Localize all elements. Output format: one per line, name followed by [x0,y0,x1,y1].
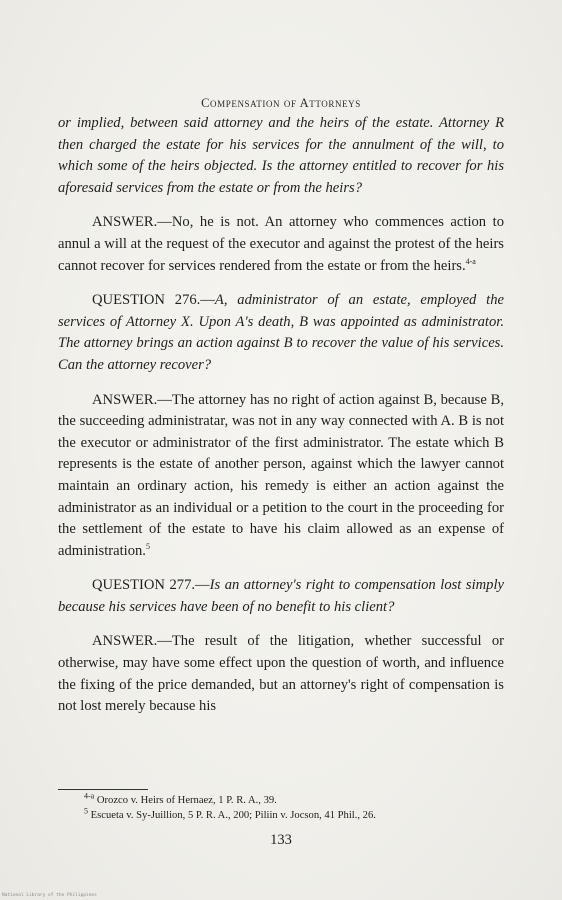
paragraph-answer-3: ANSWER.—The result of the litigation, whether successful or otherwise, may have some effect upon the question of worth, and influence the fixing of the price demanded, but an attorney's right of compensation is not lost merely because his [58,633,504,715]
footnote-4a-mark: 4-a [84,791,95,801]
running-head: Compensation of Attorneys [201,96,361,110]
footnote-4a [84,793,504,808]
footnote-5-text: Escueta v. Sy-Juillion, 5 P. R. A., 200; Piliin v. Jocson, 41 Phil., 26. [90,810,376,821]
paragraph-answer-1 [58,212,504,277]
paragraph-answer-2 [58,390,504,563]
body-text [58,113,504,718]
footnote-divider [58,789,148,790]
page-number: 133 [270,832,292,848]
footnote-5 [84,808,504,823]
question-276-text: A, administrator of an estate, employed the services of Attorney X. Upon A's death, B was appointed as administrator. The attorney brings an action against B to recover the value of his services. Can the attorney recover? [58,292,504,373]
paragraph-question-277 [58,575,504,618]
footnote-5-mark: 5 [84,806,88,816]
answer-1-text: ANSWER.—No, he is not. An attorney who commences action to annul a will at the request of the executor and against the protest of the heirs cannot recover for services rendered from the estate or from the heirs. [58,214,504,274]
footnote-ref-5: 5 [145,541,150,551]
library-watermark: National Library of the Philippines [2,893,97,898]
footnote-ref-4a: 4-a [465,256,476,266]
paragraph-question-276 [58,290,504,376]
answer-2-text: ANSWER.—The attorney has no right of action against B, because B, the succeeding administratar, was not in any way connected with A. B is not the executor or administrator of the first administrator. The estate which B represents is the estate of another person, against which the lawyer cannot maintain an ordinary action, his remedy is either an action against the administrator as an individual or a petition to the court in the proceeding for the settlement of the estate to have his claim allowed as an expense of administration. [58,391,504,559]
question-277-label: QUESTION 277.— [92,577,210,594]
footnotes [84,793,504,823]
paragraph-question-continuation: or implied, between said attorney and the heirs of the estate. Attorney R then charged the estate for his services for the annulment of the will, to which some of the heirs objected. Is the attorney entitled to recover for his aforesaid services from the estate or from the heirs? [58,115,504,196]
question-277-text: Is an attorney's right to compensation lost simply because his services have been of no benefit to his client? [58,577,504,615]
question-276-label: QUESTION 276.— [92,292,215,309]
footnote-4a-text: Orozco v. Heirs of Hernaez, 1 P. R. A., 39. [96,795,277,806]
